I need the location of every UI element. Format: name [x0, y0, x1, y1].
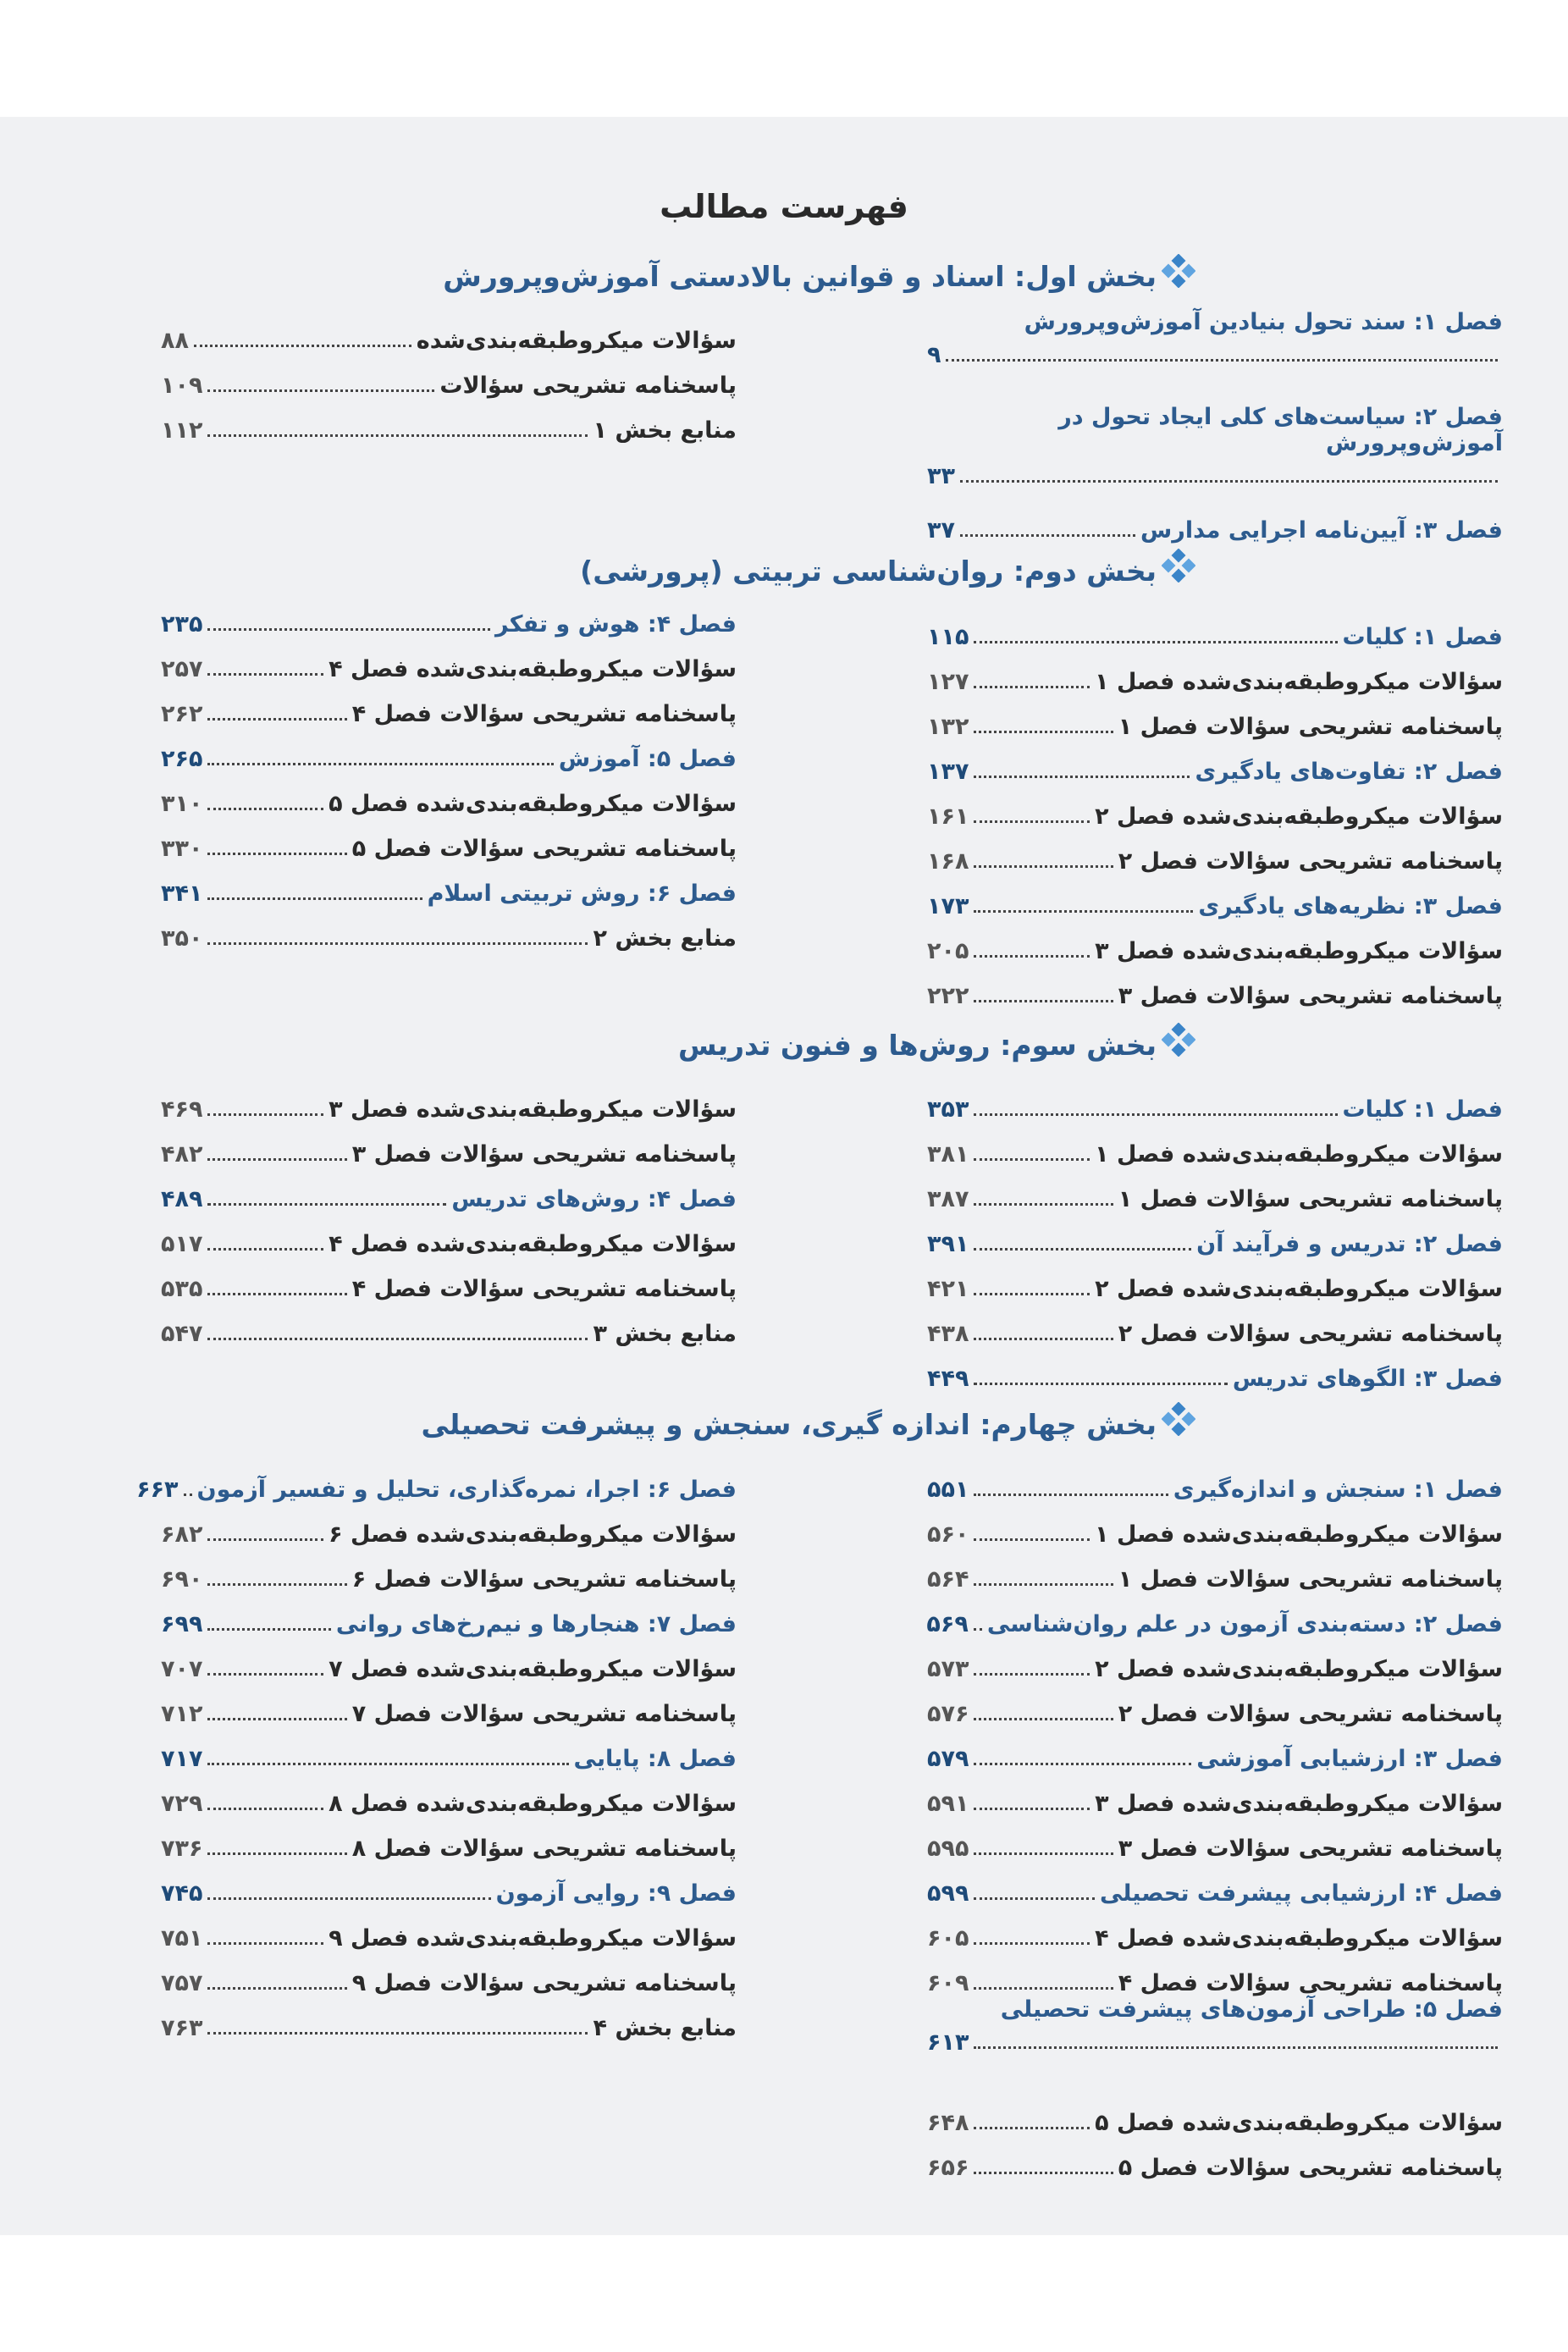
entry-title: منابع بخش ۴ [593, 2015, 737, 2041]
toc-entry[interactable] [161, 1772, 737, 1817]
dot-leader [207, 1987, 346, 1990]
dot-leader [974, 1203, 1113, 1206]
dot-leader [960, 534, 1135, 537]
page-number: ۳۳ [927, 463, 955, 489]
dot-leader [207, 1158, 346, 1161]
page-number: ۵۷۶ [927, 1701, 969, 1727]
page-number: ۲۲۲ [927, 983, 969, 1009]
toc-entry[interactable] [161, 817, 737, 862]
entry-title: فصل ۲: دسته‌بندی آزمون در علم روان‌شناسی [986, 1611, 1503, 1637]
dot-leader [974, 1293, 1090, 1295]
entry-title: پاسخنامه تشریحی سؤالات فصل ۲ [1118, 848, 1503, 875]
dot-leader [207, 389, 434, 392]
page-number: ۷۴۵ [161, 1880, 203, 1907]
page-number: ۵۶۰ [927, 1521, 969, 1548]
dot-leader [207, 1293, 346, 1295]
dot-leader [960, 480, 1498, 483]
page-number: ۳۸۷ [927, 1186, 969, 1212]
toc-entry[interactable] [161, 1817, 737, 1862]
dot-leader [974, 641, 1337, 643]
entry-title: سؤالات میکروطبقه‌بندی‌شده فصل ۱ [1095, 669, 1503, 695]
entry-title: فصل ۴: ارزشیابی پیشرفت تحصیلی [1099, 1880, 1503, 1907]
dot-leader [974, 910, 1193, 913]
dot-leader [974, 1538, 1090, 1541]
dot-leader [974, 731, 1113, 733]
toc-chapter-entry[interactable] [927, 875, 1503, 919]
page-number: ۳۱۰ [161, 791, 203, 817]
entry-title: فصل ۱: سند تحول بنیادین آموزش‌وپرورش [1024, 309, 1503, 335]
page-number: ۵۳۵ [161, 1276, 203, 1302]
page-number: ۳۷ [927, 517, 955, 544]
entry-title: سؤالات میکروطبقه‌بندی‌شده فصل ۹ [329, 1925, 737, 1952]
toc-column-right [927, 1078, 1503, 1392]
dot-leader [974, 1628, 982, 1631]
dot-leader [974, 776, 1190, 778]
page-number: ۵۶۹ [926, 1611, 969, 1637]
page-number: ۵۴۷ [161, 1321, 203, 1347]
toc-chapter-entry[interactable] [927, 1996, 1503, 2091]
toc-chapter-entry[interactable] [161, 1168, 737, 1212]
entry-title: منابع بخش ۱ [593, 417, 737, 444]
dot-leader [974, 1673, 1090, 1676]
page-number: ۵۷۹ [927, 1746, 969, 1772]
page-number: ۱۰۹ [161, 373, 203, 399]
entry-title: فصل ۵: آموزش [558, 746, 737, 772]
dot-leader [974, 1763, 1191, 1765]
page-number: ۵۱۷ [161, 1231, 203, 1257]
page-number: ۵۹۹ [927, 1880, 969, 1907]
diamond-bullet-icon [1162, 1023, 1195, 1057]
toc-chapter-entry[interactable] [927, 1727, 1503, 1772]
entry-title: پاسخنامه تشریحی سؤالات فصل ۴ [351, 1276, 737, 1302]
dot-leader [974, 1942, 1090, 1945]
page-number: ۷۶۳ [161, 2015, 203, 2041]
section-heading-text: بخش چهارم: اندازه گیری، سنجش و پیشرفت تحصیلی [421, 1408, 1157, 1441]
entry-title: فصل ۳: ارزشیابی آموزشی [1196, 1746, 1503, 1772]
dot-leader [207, 1113, 323, 1116]
dot-leader [974, 1383, 1227, 1385]
toc-entry[interactable] [161, 907, 737, 952]
page-number: ۷۵۱ [161, 1925, 203, 1952]
toc-entry[interactable] [927, 1952, 1503, 1996]
entry-title: فصل ۲: تفاوت‌های یادگیری [1195, 759, 1503, 785]
entry-title: سؤالات میکروطبقه‌بندی‌شده فصل ۳ [329, 1096, 737, 1123]
toc-entry[interactable] [927, 1817, 1503, 1862]
entry-title: فصل ۱: کلیات [1342, 624, 1503, 650]
entry-title: فصل ۹: روایی آزمون [495, 1880, 737, 1907]
page-number: ۱۷۳ [927, 893, 969, 919]
toc-chapter-entry[interactable] [927, 404, 1503, 499]
diamond-bullet-icon [1162, 1402, 1195, 1436]
toc-column-left [161, 1078, 737, 1347]
dot-leader [974, 865, 1113, 868]
page-number: ۶۴۸ [927, 2110, 969, 2136]
page-number: ۳۵۰ [161, 925, 203, 952]
page-number: ۶۶۳ [136, 1477, 179, 1503]
dot-leader [207, 1338, 588, 1340]
toc-chapter-entry[interactable] [161, 862, 737, 907]
page-number: ۳۸۱ [927, 1141, 969, 1168]
page-number: ۶۵۶ [927, 2155, 969, 2181]
toc-entry[interactable] [927, 964, 1503, 1009]
dot-leader [207, 434, 588, 437]
toc-column-right [927, 1458, 1503, 2181]
page-number: ۲۶۲ [161, 701, 203, 727]
dot-leader [974, 2046, 1498, 2049]
entry-title: سؤالات میکروطبقه‌بندی‌شده فصل ۲ [1095, 1656, 1503, 1682]
toc-chapter-entry[interactable] [927, 740, 1503, 785]
entry-title: سؤالات میکروطبقه‌بندی‌شده فصل ۲ [1095, 803, 1503, 830]
page-number: ۲۵۷ [161, 656, 203, 682]
section-heading [443, 254, 1195, 293]
entry-title: سؤالات میکروطبقه‌بندی‌شده فصل ۱ [1095, 1141, 1503, 1168]
toc-entry[interactable] [927, 1907, 1503, 1952]
page-number: ۶۰۹ [927, 1970, 969, 1996]
page-number: ۶۹۹ [161, 1611, 203, 1637]
dot-leader [974, 2127, 1090, 2129]
entry-title: پاسخنامه تشریحی سؤالات فصل ۹ [351, 1970, 737, 1996]
page-title: فهرست مطالب [660, 188, 908, 225]
toc-column-left [161, 309, 737, 444]
dot-leader [207, 1897, 490, 1900]
toc-entry[interactable] [161, 682, 737, 727]
toc-entry[interactable] [161, 1952, 737, 1996]
toc-entry[interactable] [161, 1907, 737, 1952]
page-number: ۳۴۱ [161, 881, 203, 907]
page-number: ۸۸ [161, 328, 189, 354]
toc-chapter-entry[interactable] [161, 1727, 737, 1772]
dot-leader [207, 628, 490, 631]
page-number: ۶۱۳ [927, 2029, 969, 2056]
dot-leader [207, 763, 553, 765]
toc-entry[interactable] [927, 2091, 1503, 2136]
toc-entry[interactable] [161, 354, 737, 399]
page-number: ۱۶۱ [927, 803, 969, 830]
dot-leader [974, 1897, 1095, 1900]
page-number: ۱۶۸ [927, 848, 969, 875]
page-number: ۳۹۱ [927, 1231, 969, 1257]
page-number: ۵۷۳ [927, 1656, 969, 1682]
page-number: ۳۵۳ [927, 1096, 969, 1123]
section-heading [678, 1023, 1195, 1062]
page-number: ۶۹۰ [161, 1566, 203, 1593]
dot-leader [207, 1763, 568, 1765]
entry-title: فصل ۳: آیین‌نامه اجرایی مدارس [1140, 517, 1503, 544]
page-number: ۲۰۵ [927, 938, 969, 964]
entry-title: سؤالات میکروطبقه‌بندی‌شده فصل ۴ [329, 656, 737, 682]
toc-chapter-entry[interactable] [136, 1458, 737, 1503]
dot-leader [207, 2032, 588, 2035]
toc-entry[interactable] [161, 1078, 737, 1123]
section-heading-text: بخش سوم: روش‌ها و فنون تدریس [677, 1029, 1157, 1062]
toc-entry[interactable] [161, 1212, 737, 1257]
entry-title: فصل ۸: پایایی [573, 1746, 737, 1772]
toc-entry[interactable] [927, 1302, 1503, 1347]
dot-leader [974, 1338, 1113, 1340]
dot-leader [207, 1808, 323, 1810]
diamond-bullet-icon [1162, 254, 1195, 288]
toc-entry[interactable] [927, 2136, 1503, 2181]
entry-title: پاسخنامه تشریحی سؤالات فصل ۳ [1118, 983, 1503, 1009]
toc-chapter-entry[interactable] [927, 1458, 1503, 1503]
page-number: ۴۸۲ [161, 1141, 203, 1168]
page-number: ۲۶۵ [161, 746, 203, 772]
page-number: ۷۳۶ [161, 1836, 203, 1862]
dot-leader [974, 1493, 1168, 1496]
toc-entry[interactable] [161, 772, 737, 817]
entry-title: فصل ۵: طراحی آزمون‌های پیشرفت تحصیلی [1000, 1996, 1503, 2023]
entry-title: فصل ۱: کلیات [1342, 1096, 1503, 1123]
page-number: ۴۴۹ [927, 1366, 969, 1392]
toc-column-left [161, 593, 737, 952]
page-number: ۵۹۵ [927, 1836, 969, 1862]
dot-leader [974, 1987, 1113, 1990]
dot-leader [974, 1852, 1113, 1855]
entry-title: پاسخنامه تشریحی سؤالات [439, 373, 737, 399]
toc-entry[interactable] [161, 1637, 737, 1682]
page-number: ۱۳۲ [927, 714, 969, 740]
toc-entry[interactable] [161, 638, 737, 682]
toc-entry[interactable] [927, 1772, 1503, 1817]
dot-leader [207, 1248, 323, 1251]
toc-entry[interactable] [927, 1637, 1503, 1682]
section-heading-text: بخش دوم: روان‌شناسی تربیتی (پرورشی) [580, 555, 1157, 588]
toc-entry[interactable] [161, 1682, 737, 1727]
dot-leader [194, 345, 411, 347]
toc-entry[interactable] [927, 1503, 1503, 1548]
page-number: ۱۱۲ [161, 417, 203, 444]
entry-title: پاسخنامه تشریحی سؤالات فصل ۸ [351, 1836, 737, 1862]
page-number: ۴۳۸ [927, 1321, 969, 1347]
dot-leader [974, 1248, 1191, 1251]
dot-leader [946, 359, 1498, 362]
page-number: ۲۳۵ [161, 611, 203, 638]
toc-column-left [136, 1458, 737, 2041]
page-number: ۵۹۱ [927, 1791, 969, 1817]
entry-title: سؤالات میکروطبقه‌بندی‌شده فصل ۵ [1095, 2110, 1503, 2136]
entry-title: سؤالات میکروطبقه‌بندی‌شده فصل ۴ [1095, 1925, 1503, 1952]
dot-leader [974, 1718, 1113, 1720]
toc-entry[interactable] [161, 399, 737, 444]
toc-entry[interactable] [927, 785, 1503, 830]
toc-entry[interactable] [927, 1257, 1503, 1302]
dot-leader [207, 1718, 346, 1720]
toc-chapter-entry[interactable] [927, 309, 1503, 404]
entry-title: فصل ۴: هوش و تفکر [494, 611, 737, 638]
entry-title: پاسخنامه تشریحی سؤالات فصل ۶ [351, 1566, 737, 1593]
toc-column-right [927, 309, 1503, 544]
toc-column-right [927, 605, 1503, 1009]
toc-chapter-entry[interactable] [161, 1593, 737, 1637]
entry-title: منابع بخش ۲ [593, 925, 737, 952]
dot-leader [207, 1942, 323, 1945]
dot-leader [974, 1113, 1337, 1116]
entry-title: سؤالات میکروطبقه‌بندی‌شده فصل ۲ [1095, 1276, 1503, 1302]
page-number: ۷۱۲ [161, 1701, 203, 1727]
toc-entry[interactable] [927, 1548, 1503, 1593]
entry-title: سؤالات میکروطبقه‌بندی‌شده فصل ۶ [329, 1521, 737, 1548]
dot-leader [207, 1673, 323, 1676]
entry-title: فصل ۳: الگوهای تدریس [1232, 1366, 1503, 1392]
entry-title: پاسخنامه تشریحی سؤالات فصل ۲ [1118, 1321, 1503, 1347]
dot-leader [974, 820, 1090, 823]
toc-entry[interactable] [161, 1503, 737, 1548]
toc-entry[interactable] [927, 919, 1503, 964]
entry-title: فصل ۴: روش‌های تدریس [451, 1186, 737, 1212]
toc-entry[interactable] [161, 1996, 737, 2041]
toc-entry[interactable] [161, 1302, 737, 1347]
toc-chapter-entry[interactable] [927, 1347, 1503, 1392]
toc-entry[interactable] [927, 650, 1503, 695]
entry-title: پاسخنامه تشریحی سؤالات فصل ۳ [351, 1141, 737, 1168]
toc-chapter-entry[interactable] [927, 1862, 1503, 1907]
dot-leader [207, 1583, 346, 1586]
entry-title: فصل ۶: اجرا، نمره‌گذاری، تحلیل و تفسیر آزمون [196, 1477, 737, 1503]
entry-title: فصل ۲: تدریس و فرآیند آن [1196, 1231, 1503, 1257]
entry-title: سؤالات میکروطبقه‌بندی‌شده فصل ۳ [1095, 1791, 1503, 1817]
entry-title: پاسخنامه تشریحی سؤالات فصل ۲ [1118, 1701, 1503, 1727]
page-number: ۷۵۷ [161, 1970, 203, 1996]
entry-title: پاسخنامه تشریحی سؤالات فصل ۳ [1118, 1836, 1503, 1862]
entry-title: سؤالات میکروطبقه‌بندی‌شده فصل ۷ [329, 1656, 737, 1682]
entry-title: پاسخنامه تشریحی سؤالات فصل ۵ [1118, 2155, 1503, 2181]
toc-entry[interactable] [161, 1548, 737, 1593]
entry-title: سؤالات میکروطبقه‌بندی‌شده فصل ۵ [329, 791, 737, 817]
dot-leader [207, 1203, 446, 1206]
page-number: ۷۱۷ [161, 1746, 203, 1772]
page-number: ۹ [927, 342, 941, 368]
dot-leader [974, 955, 1090, 958]
page-number: ۱۳۷ [927, 759, 969, 785]
page-number: ۴۲۱ [927, 1276, 969, 1302]
page-number: ۳۳۰ [161, 836, 203, 862]
dot-leader [207, 808, 323, 810]
toc-chapter-entry[interactable] [161, 727, 737, 772]
entry-title: فصل ۲: سیاست‌های کلی ایجاد تحول در آموزش‌وپرورش [1058, 404, 1503, 456]
entry-title: فصل ۶: روش تربیتی اسلام [427, 881, 737, 907]
page-number: ۷۲۹ [161, 1791, 203, 1817]
entry-title: منابع بخش ۳ [593, 1321, 737, 1347]
entry-title: سؤالات میکروطبقه‌بندی‌شده فصل ۸ [329, 1791, 737, 1817]
page-number: ۶۸۲ [161, 1521, 203, 1548]
dot-leader [207, 1852, 346, 1855]
entry-title: پاسخنامه تشریحی سؤالات فصل ۴ [1118, 1970, 1503, 1996]
toc-entry[interactable] [161, 309, 737, 354]
section-heading [421, 1402, 1195, 1441]
dot-leader [974, 1583, 1113, 1586]
toc-chapter-entry[interactable] [927, 1593, 1503, 1637]
page-number: ۵۶۴ [927, 1566, 969, 1593]
entry-title: فصل ۱: سنجش و اندازه‌گیری [1173, 1477, 1503, 1503]
entry-title: سؤالات میکروطبقه‌بندی‌شده [416, 328, 737, 354]
section-heading [580, 549, 1195, 588]
entry-title: سؤالات میکروطبقه‌بندی‌شده فصل ۱ [1095, 1521, 1503, 1548]
dot-leader [974, 2172, 1113, 2174]
entry-title: سؤالات میکروطبقه‌بندی‌شده فصل ۴ [329, 1231, 737, 1257]
toc-chapter-entry[interactable] [927, 1078, 1503, 1123]
dot-leader [207, 718, 346, 721]
toc-chapter-entry[interactable] [927, 605, 1503, 650]
dot-leader [207, 1538, 323, 1541]
entry-title: پاسخنامه تشریحی سؤالات فصل ۱ [1118, 1186, 1503, 1212]
page-number: ۱۱۵ [927, 624, 969, 650]
page-number: ۵۵۱ [927, 1477, 969, 1503]
dot-leader [207, 897, 422, 900]
entry-title: پاسخنامه تشریحی سؤالات فصل ۱ [1118, 714, 1503, 740]
dot-leader [207, 673, 323, 676]
entry-title: فصل ۳: نظریه‌های یادگیری [1198, 893, 1503, 919]
page-number: ۴۸۹ [161, 1186, 203, 1212]
toc-chapter-entry[interactable] [161, 593, 737, 638]
entry-title: پاسخنامه تشریحی سؤالات فصل ۱ [1118, 1566, 1503, 1593]
toc-entry[interactable] [161, 1257, 737, 1302]
page-number: ۶۰۵ [927, 1925, 969, 1952]
entry-title: فصل ۷: هنجارها و نیم‌رخ‌های روانی [335, 1611, 737, 1637]
entry-title: سؤالات میکروطبقه‌بندی‌شده فصل ۳ [1095, 938, 1503, 964]
toc-entry[interactable] [927, 1168, 1503, 1212]
page-number: ۴۶۹ [161, 1096, 203, 1123]
toc-entry[interactable] [927, 695, 1503, 740]
section-heading-text: بخش اول: اسناد و قوانین بالادستی آموزش‌وپرورش [443, 260, 1157, 293]
page-number: ۷۰۷ [161, 1656, 203, 1682]
dot-leader [207, 1628, 330, 1631]
dot-leader [974, 1000, 1113, 1002]
diamond-bullet-icon [1162, 549, 1195, 582]
entry-title: پاسخنامه تشریحی سؤالات فصل ۴ [351, 701, 737, 727]
toc-chapter-entry[interactable] [927, 499, 1503, 544]
dot-leader [974, 1808, 1090, 1810]
toc-chapter-entry[interactable] [161, 1862, 737, 1907]
entry-title: پاسخنامه تشریحی سؤالات فصل ۵ [351, 836, 737, 862]
dot-leader [974, 1158, 1090, 1161]
dot-leader [207, 942, 588, 945]
dot-leader [974, 686, 1090, 688]
toc-entry[interactable] [927, 1682, 1503, 1727]
toc-entry[interactable] [161, 1123, 737, 1168]
toc-entry[interactable] [927, 830, 1503, 875]
toc-entry[interactable] [927, 1123, 1503, 1168]
toc-chapter-entry[interactable] [927, 1212, 1503, 1257]
entry-title: پاسخنامه تشریحی سؤالات فصل ۷ [351, 1701, 737, 1727]
dot-leader [184, 1493, 192, 1496]
dot-leader [207, 853, 346, 855]
page-number: ۱۲۷ [927, 669, 969, 695]
